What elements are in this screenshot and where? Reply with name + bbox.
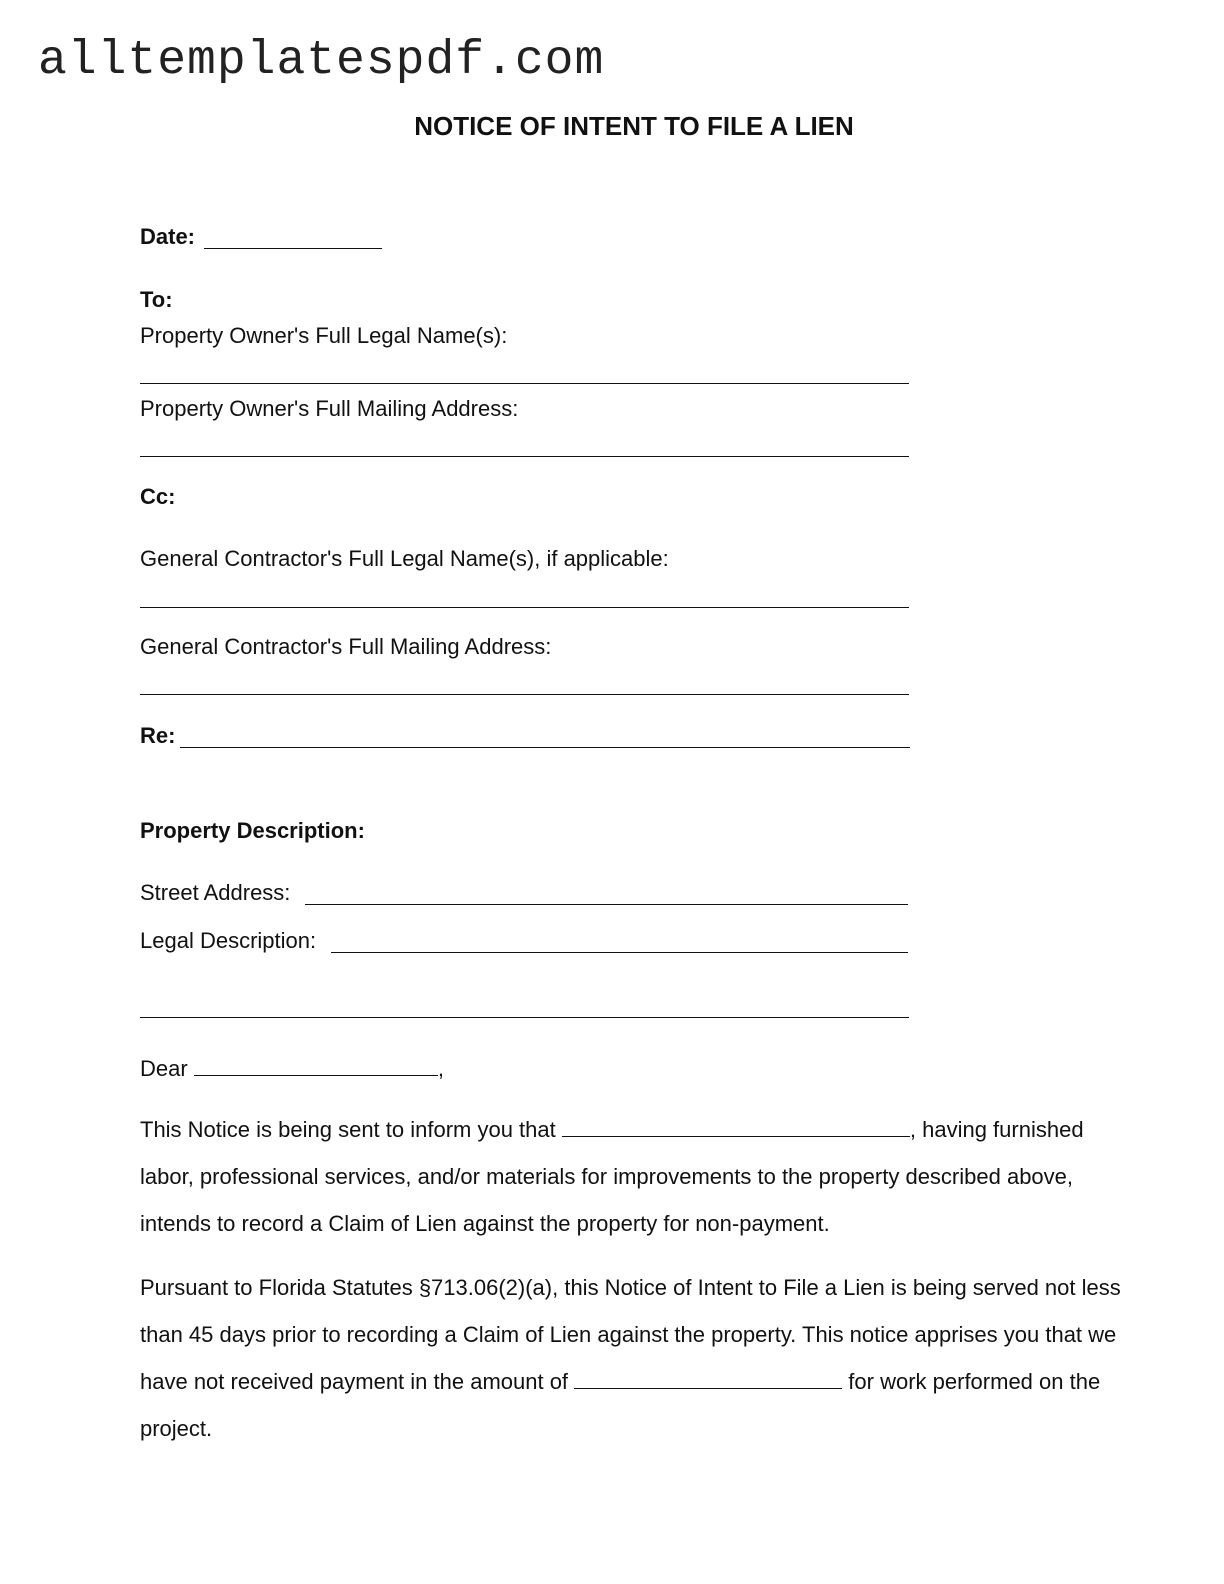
gc-address-label: General Contractor's Full Mailing Address:: [140, 634, 552, 659]
owner-name-field[interactable]: [140, 383, 909, 384]
date-label: Date:: [140, 224, 196, 249]
owner-address-label: Property Owner's Full Mailing Address:: [140, 396, 519, 421]
gc-name-label: General Contractor's Full Legal Name(s), if applicable:: [140, 546, 669, 571]
property-description-heading: Property Description:: [140, 818, 365, 843]
paragraph1-part3: labor, professional services, and/or materials for improvements to the property described above, intends to record a Claim of Lien against the property for non-payment.: [140, 1164, 1074, 1236]
salutation-suffix: ,: [437, 1056, 444, 1081]
legal-description-field[interactable]: [331, 952, 908, 953]
document-title: NOTICE OF INTENT TO FILE A LIEN: [414, 111, 854, 141]
paragraph-notice: [140, 1106, 1140, 1247]
paragraph-statute: [140, 1264, 1140, 1452]
re-label: Re:: [140, 723, 176, 748]
amount-due-field[interactable]: [574, 1368, 842, 1389]
to-label: To:: [140, 287, 173, 312]
salutation-prefix: Dear: [140, 1056, 188, 1081]
owner-name-label: Property Owner's Full Legal Name(s):: [140, 323, 508, 348]
gc-address-field[interactable]: [140, 694, 909, 695]
claimant-name-field[interactable]: [562, 1116, 910, 1137]
paragraph1-part1: This Notice is being sent to inform you that: [140, 1117, 556, 1142]
legal-description-field-line2[interactable]: [140, 1017, 909, 1018]
gc-name-field[interactable]: [140, 607, 909, 608]
date-field[interactable]: [204, 248, 382, 249]
street-address-field[interactable]: [305, 904, 908, 905]
owner-address-field[interactable]: [140, 456, 909, 457]
paragraph2-part1: Pursuant to Florida Statutes §713.06(2)(a), this Notice of Intent to File a Lien is being served not less than 45 days prior to recording a Claim of Lien against the property. This notice apprises you that we have not received payment in the amount of: [140, 1275, 1121, 1394]
re-field[interactable]: [180, 747, 910, 748]
salutation: [140, 1055, 444, 1082]
legal-description-label: Legal Description:: [140, 928, 317, 953]
watermark: alltemplatespdf.com: [38, 34, 605, 88]
paragraph2-part2: for work performed on the project.: [140, 1369, 1101, 1441]
paragraph1-part2: , having furnished: [909, 1117, 1084, 1142]
cc-label: Cc:: [140, 484, 176, 509]
street-address-label: Street Address:: [140, 880, 291, 905]
recipient-name-field[interactable]: [194, 1055, 438, 1076]
